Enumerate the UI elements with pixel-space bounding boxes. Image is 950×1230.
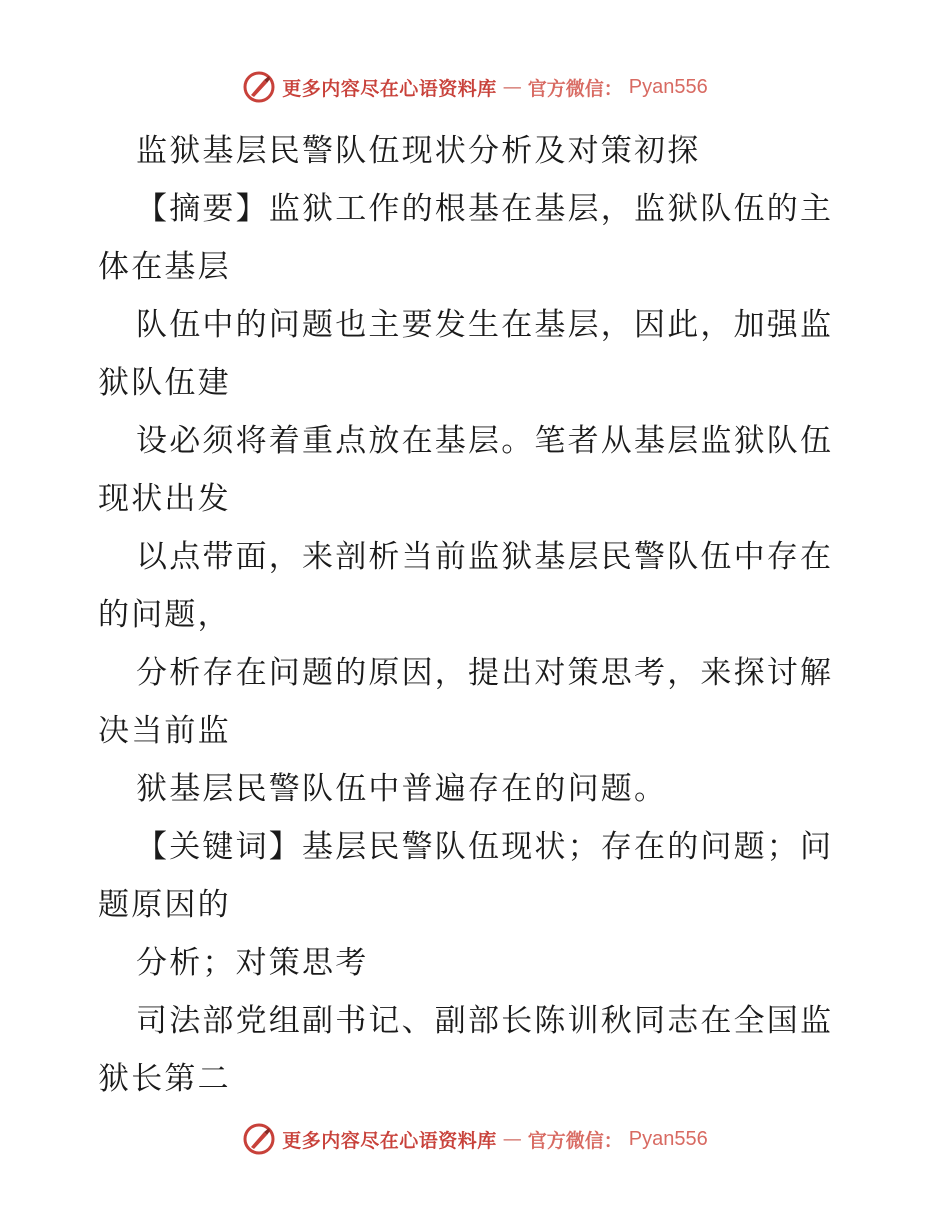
text-line: 的问题， (98, 597, 231, 633)
watermark-wechat-label: 官方微信： (527, 1129, 623, 1152)
feather-pen-logo-icon (242, 70, 276, 104)
watermark-wechat-id: Pyan556 (628, 75, 708, 98)
text-line: 以点带面，来剖析当前监狱基层民警队伍中存在 (136, 539, 834, 575)
watermark-site-text: 更多内容尽在心语资料库 (282, 77, 497, 100)
feather-pen-logo-icon (242, 1122, 276, 1156)
document-title-line: 监狱基层民警队伍现状分析及对策初探 (136, 133, 701, 169)
text-line: 狱长第二 (98, 1061, 231, 1097)
text-line: 【摘要】监狱工作的根基在基层，监狱队伍的主 (136, 191, 834, 227)
text-line: 狱队伍建 (98, 365, 231, 401)
text-line: 决当前监 (98, 713, 231, 749)
text-line: 队伍中的问题也主要发生在基层，因此，加强监 (136, 307, 834, 343)
watermark-wechat-id: Pyan556 (628, 1127, 708, 1150)
text-line: 司法部党组副书记、副部长陈训秋同志在全国监 (136, 1003, 834, 1039)
document-body (98, 122, 852, 1108)
text-line: 狱基层民警队伍中普遍存在的问题。 (136, 771, 668, 807)
text-line: 分析存在问题的原因，提出对策思考，来探讨解 (136, 655, 834, 691)
text-line: 体在基层 (98, 249, 231, 285)
watermark-wechat-label: 官方微信： (527, 77, 623, 100)
text-line: 设必须将着重点放在基层。笔者从基层监狱队伍 (136, 423, 834, 459)
watermark-separator: — (502, 76, 522, 98)
text-line: 题原因的 (98, 887, 231, 923)
header-watermark (0, 70, 950, 104)
text-line: 分析；对策思考 (136, 945, 369, 981)
text-line: 【关键词】基层民警队伍现状；存在的问题；问 (136, 829, 834, 865)
text-line: 现状出发 (98, 481, 231, 517)
watermark-separator: — (502, 1128, 522, 1150)
watermark-site-text: 更多内容尽在心语资料库 (282, 1129, 497, 1152)
footer-watermark (0, 1122, 950, 1156)
